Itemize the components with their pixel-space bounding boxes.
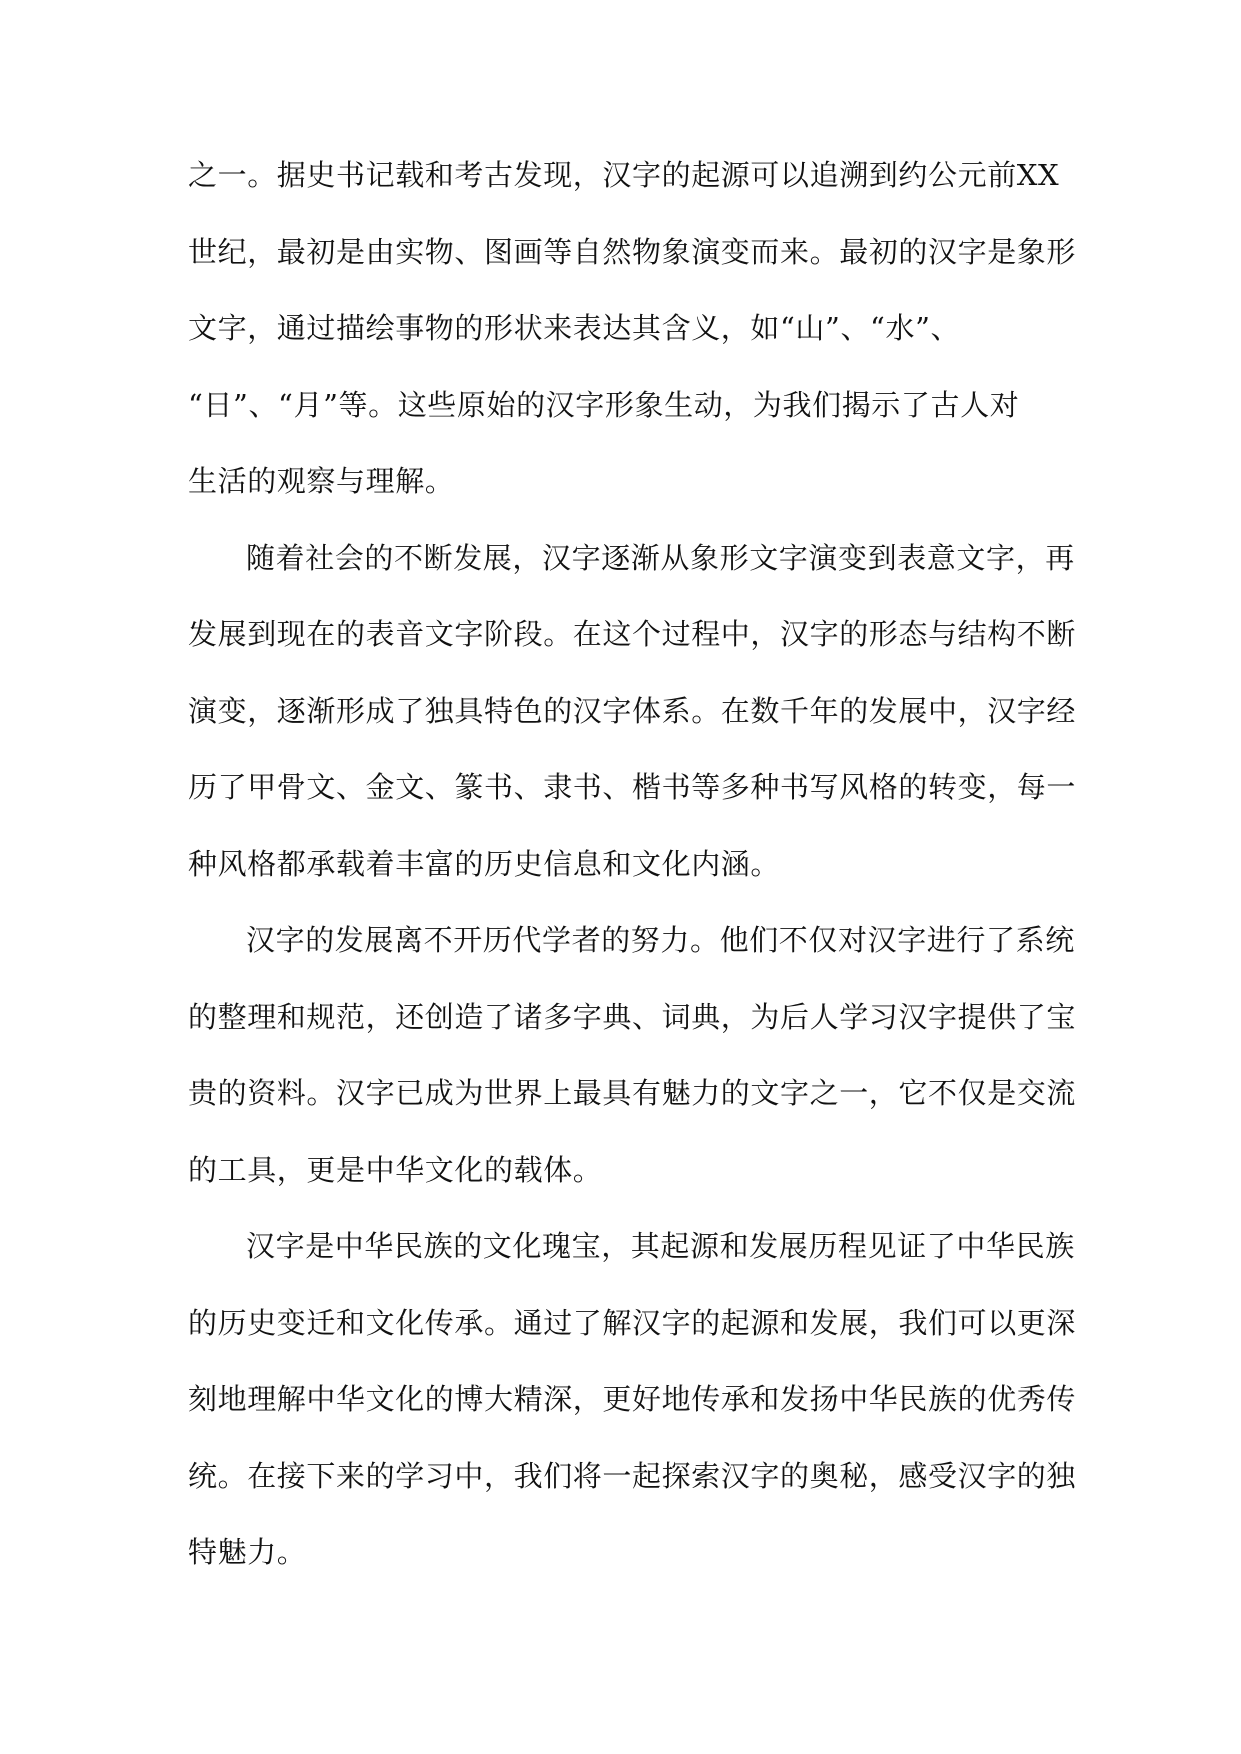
paragraph-1 <box>188 145 1077 528</box>
text-line: 种风格都承载着丰富的历史信息和文化内涵。 <box>188 846 781 881</box>
text-line: 的历史变迁和文化传承。通过了解汉字的起源和发展，我们可以更深 <box>188 1305 1077 1340</box>
document-body <box>188 145 1077 1599</box>
paragraph-3 <box>188 910 1077 1216</box>
text-line: “日”、“月”等。这些原始的汉字形象生动，为我们揭示了古人对 <box>188 387 1020 422</box>
text-line: 世纪，最初是由实物、图画等自然物象演变而来。最初的汉字是象形 <box>188 234 1077 269</box>
paragraph-2 <box>188 528 1077 911</box>
text-line: 的工具，更是中华文化的载体。 <box>188 1152 603 1187</box>
text-line: 的整理和规范，还创造了诸多字典、词典，为后人学习汉字提供了宝 <box>188 999 1077 1034</box>
paragraph-4 <box>188 1216 1077 1599</box>
text-line: 随着社会的不断发展，汉字逐渐从象形文字演变到表意文字，再 <box>246 540 1075 575</box>
text-line: 之一。据史书记载和考古发现，汉字的起源可以追溯到约公元前XX <box>188 158 1060 192</box>
text-line: 历了甲骨文、金文、篆书、隶书、楷书等多种书写风格的转变，每一 <box>188 770 1077 804</box>
text-line: 汉字是中华民族的文化瑰宝，其起源和发展历程见证了中华民族 <box>246 1229 1075 1263</box>
text-line: 发展到现在的表音文字阶段。在这个过程中，汉字的形态与结构不断 <box>188 617 1077 651</box>
text-line: 特魅力。 <box>188 1535 307 1569</box>
text-line: 演变，逐渐形成了独具特色的汉字体系。在数千年的发展中，汉字经 <box>188 693 1077 728</box>
text-line: 生活的观察与理解。 <box>188 464 455 498</box>
text-line: 文字，通过描绘事物的形状来表达其含义，如“山”、“水”、 <box>188 311 961 345</box>
text-line: 统。在接下来的学习中，我们将一起探索汉字的奥秘，感受汉字的独 <box>188 1458 1077 1493</box>
text-line: 贵的资料。汉字已成为世界上最具有魅力的文字之一，它不仅是交流 <box>188 1076 1077 1110</box>
text-line: 汉字的发展离不开历代学者的努力。他们不仅对汉字进行了系统 <box>246 923 1075 957</box>
text-line: 刻地理解中华文化的博大精深，更好地传承和发扬中华民族的优秀传 <box>188 1382 1077 1416</box>
